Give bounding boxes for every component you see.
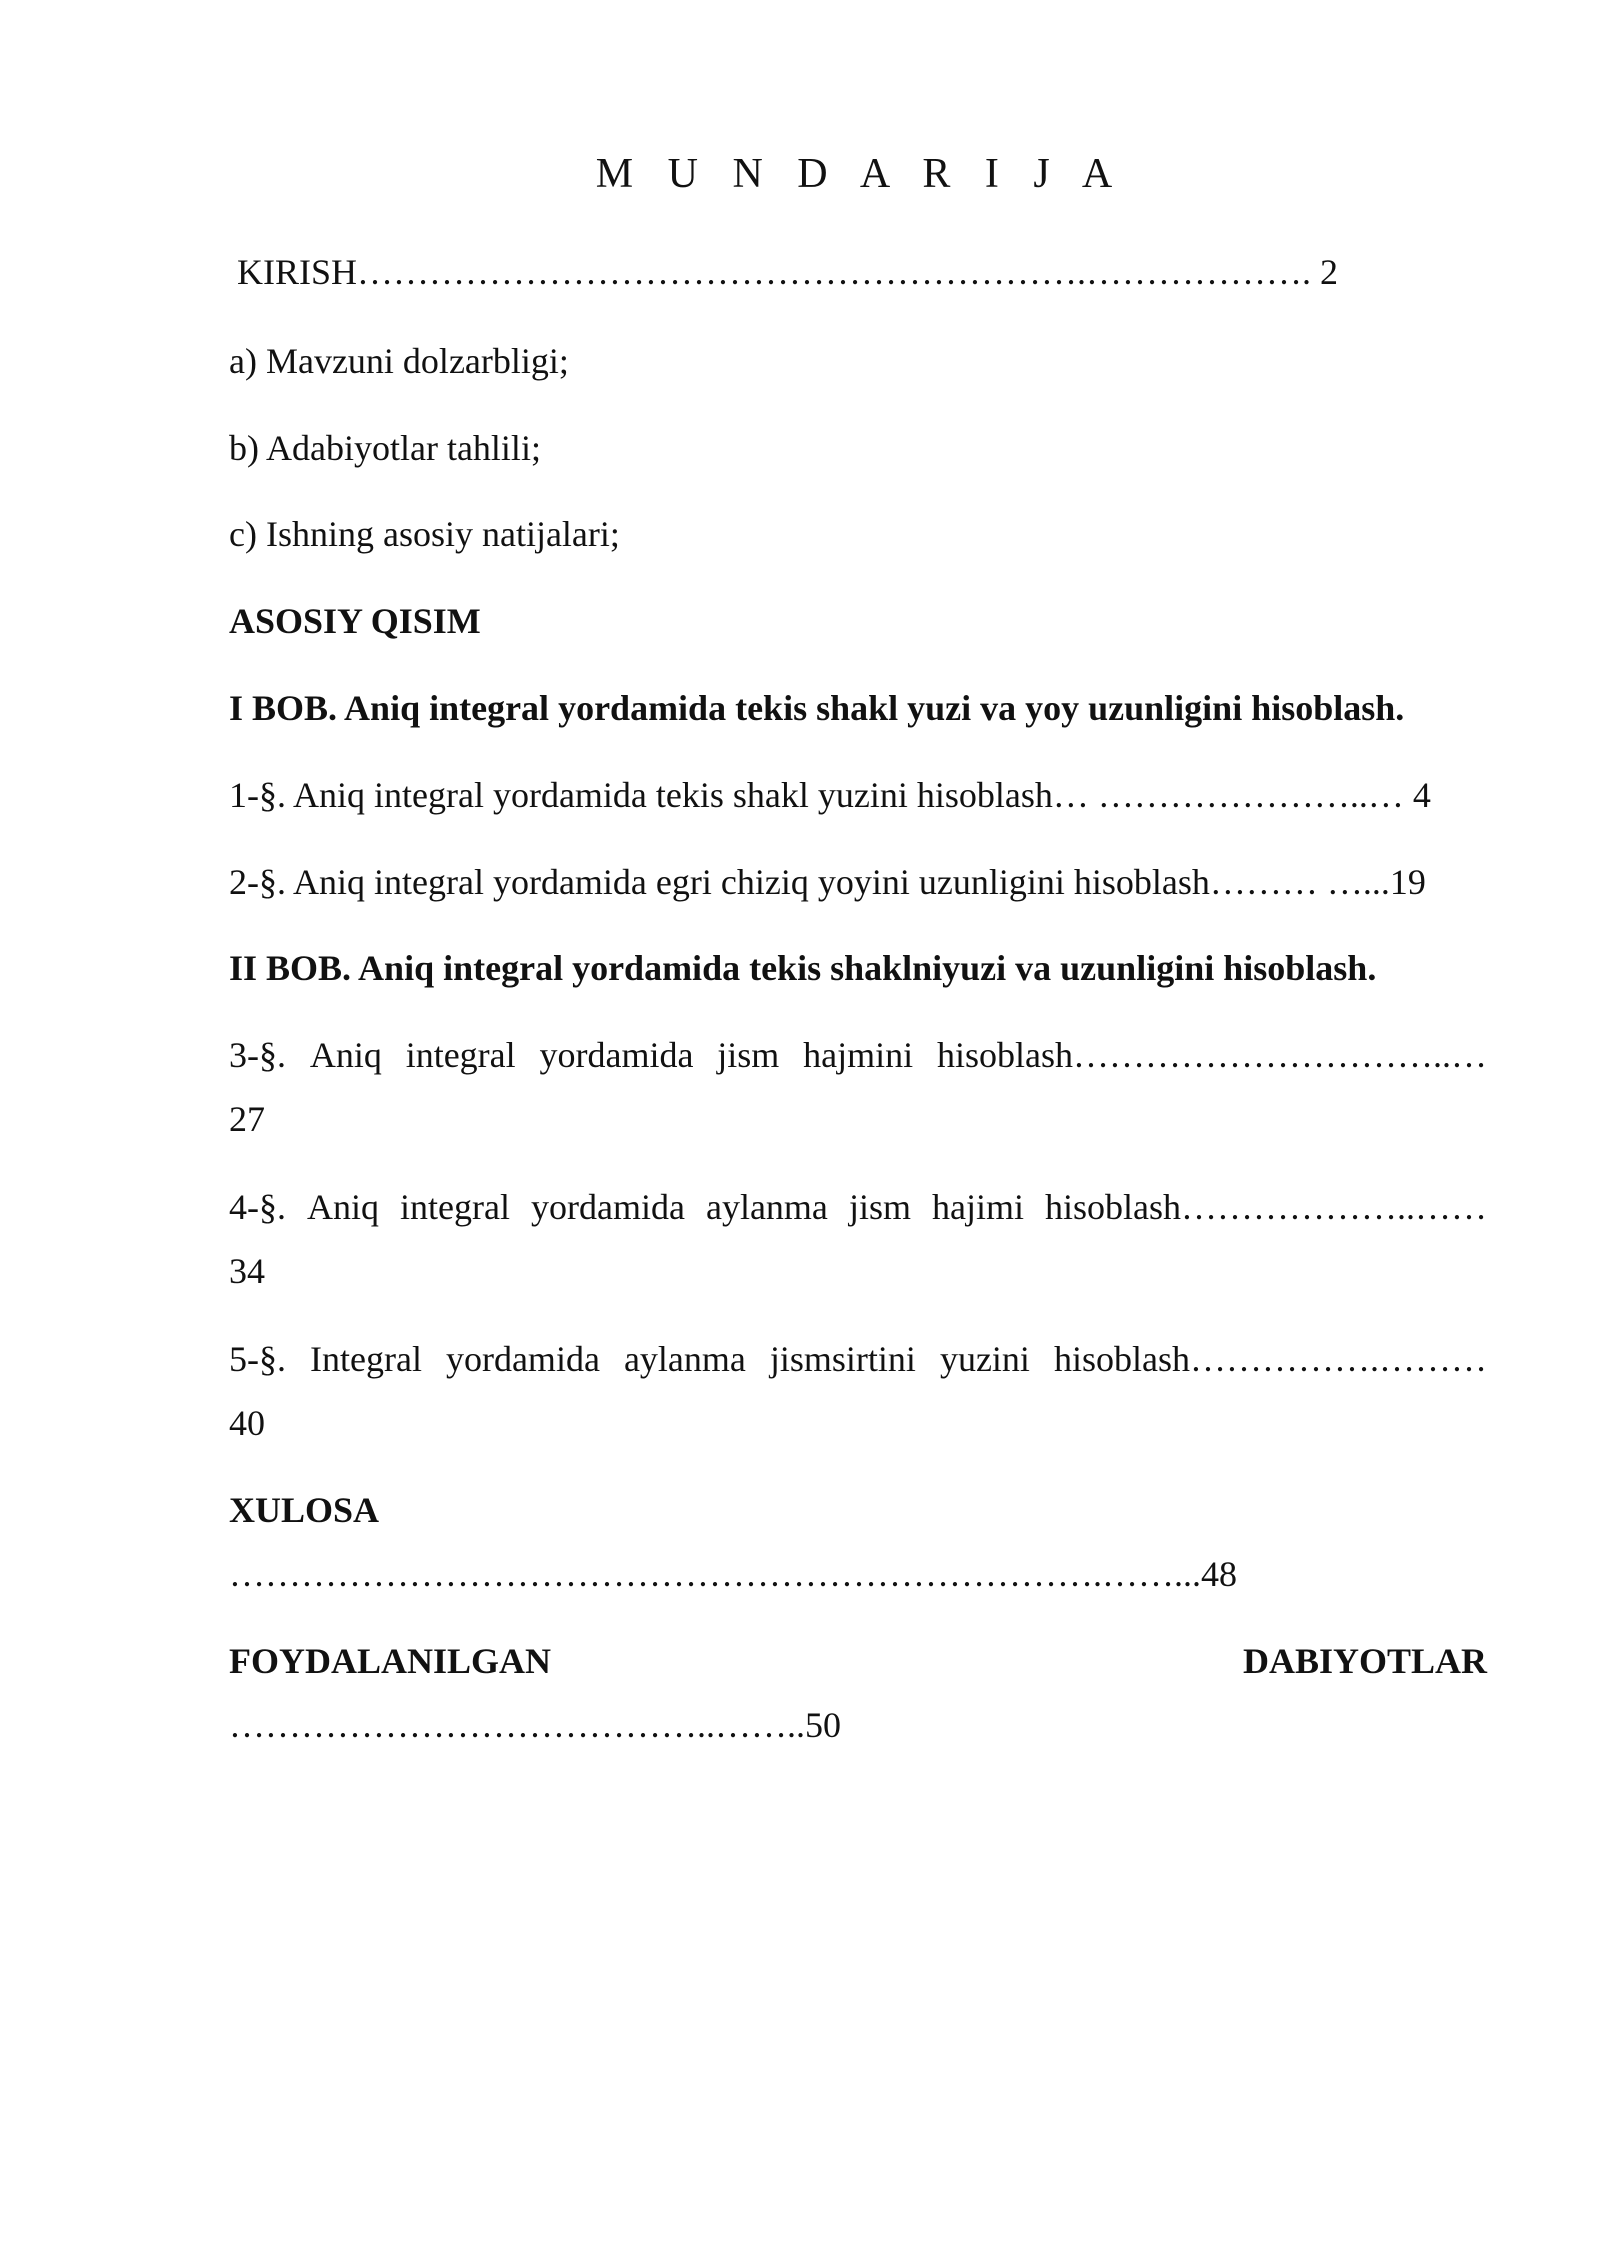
word: jism	[717, 1035, 780, 1075]
word: integral	[405, 1035, 516, 1075]
word: jismsirtini	[769, 1339, 916, 1379]
toc-heading-chapter-1: I BOB. Aniq integral yordamida tekis shakl yuzi va yoy uzunligini hisoblash.	[229, 688, 1405, 728]
toc-heading-chapter-2: II BOB. Aniq integral yordamida tekis shaklniyuzi va uzunligini hisoblash.	[229, 948, 1377, 988]
word: yordamida	[539, 1035, 694, 1075]
toc-entry-kirish-text: KIRISH…………………………………………………….………………. 2	[237, 252, 1339, 292]
toc-entry-section-1: 1-§. Aniq integral yordamida tekis shakl yuzini hisoblash… …………………..… 4	[229, 775, 1431, 815]
word: hajimi	[931, 1187, 1024, 1227]
word: yordamida	[445, 1339, 600, 1379]
toc-entry-intro-a: a) Mavzuni dolzarbligi;	[229, 341, 569, 381]
toc-entry-intro-b: b) Adabiyotlar tahlili;	[229, 428, 541, 468]
toc-entry-section-3-page: 27	[229, 1099, 265, 1139]
toc-entry-section-5-page: 40	[229, 1403, 265, 1443]
word: integral	[400, 1187, 510, 1227]
word: Integral	[310, 1339, 422, 1379]
word: yuzini	[939, 1339, 1030, 1379]
toc-entry-references-page: …………………………………..……..50	[229, 1705, 841, 1745]
word: hisoblash…………….………	[1053, 1339, 1487, 1379]
word: aylanma	[705, 1187, 828, 1227]
toc-entry-kirish	[237, 250, 1495, 294]
toc-entry-section-4	[229, 1185, 1487, 1229]
references-label-right: DABIYOTLAR	[1242, 1641, 1487, 1681]
word: Aniq	[309, 1035, 382, 1075]
word: hisoblash………………..……	[1044, 1187, 1487, 1227]
word: aylanma	[623, 1339, 746, 1379]
references-label-left: FOYDALANILGAN	[229, 1641, 552, 1681]
word: jism	[848, 1187, 911, 1227]
toc-entry-section-3	[229, 1033, 1487, 1077]
word: hajmini	[803, 1035, 914, 1075]
toc-heading-conclusion: XULOSA	[229, 1490, 380, 1530]
word: hisoblash…………………………..…	[936, 1035, 1487, 1075]
toc-heading-references	[229, 1639, 1487, 1683]
toc-entry-conclusion-page: ……………………………………………………………….……...48	[229, 1554, 1237, 1594]
toc-heading-main-part: ASOSIY QISIM	[229, 601, 481, 641]
toc-entry-section-4-page: 34	[229, 1251, 265, 1291]
page-title: M U N D A R I J A	[595, 151, 1125, 197]
toc-entry-intro-c: c) Ishning asosiy natijalari;	[229, 514, 620, 554]
word: yordamida	[531, 1187, 685, 1227]
toc-entry-section-5	[229, 1337, 1487, 1381]
toc-entry-section-2: 2-§. Aniq integral yordamida egri chiziq yoyini uzunligini hisoblash……… …...19	[229, 862, 1426, 902]
word: 5-§.	[229, 1339, 286, 1379]
word: 3-§.	[229, 1035, 286, 1075]
word: Aniq	[307, 1187, 380, 1227]
word: 4-§.	[229, 1187, 286, 1227]
